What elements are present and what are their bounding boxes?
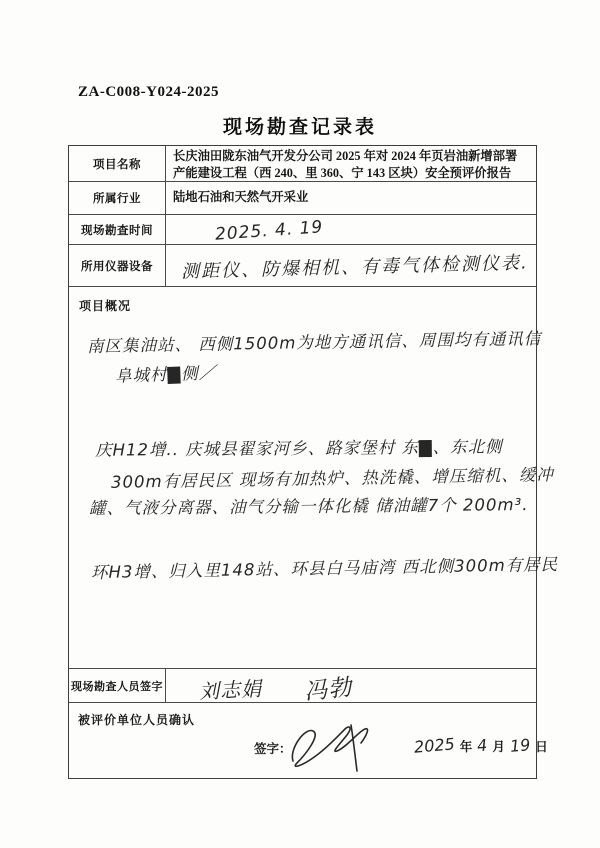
overview-note-line: 阜城村▇侧／	[114, 363, 217, 386]
overview-note-line: 环H3增、归入里148站、环县白马庙湾 西北侧300m有居民	[90, 554, 559, 583]
survey-date-label: 现场勘查时间	[69, 215, 166, 244]
row-instruments	[69, 245, 536, 287]
confirmation-year-handwritten: 2025	[413, 734, 456, 757]
survey-date-handwritten: 2025. 4. 19	[214, 217, 324, 245]
page-title: 现场勘查记录表	[222, 117, 377, 138]
document-number: ZA-C008-Y024-2025	[78, 84, 219, 100]
overview-label: 项目概况	[79, 299, 132, 313]
surveyor-signature: 刘志娟	[198, 676, 263, 704]
sign-here-label: 签字：	[254, 742, 292, 756]
row-unit-confirmation	[69, 703, 548, 780]
year-unit-label: 年	[459, 740, 473, 754]
instruments-cell	[166, 245, 536, 286]
project-name-value: 长庆油田陇东油气开发分公司 2025 年对 2024 年页岩油新增部署产能建设工程（西 240、里 360、宁 143 区块）安全预评价报告	[173, 149, 518, 181]
row-project-name	[69, 146, 536, 182]
surveyor-signatures-label: 现场勘查人员签字	[69, 669, 166, 702]
industry-label: 所属行业	[69, 182, 166, 214]
overview-note-line: 庆H12增.. 庆城县翟家河乡、路家堡村 东▇、东北侧	[94, 437, 503, 460]
row-survey-date	[69, 215, 536, 245]
survey-record-table	[68, 145, 559, 779]
row-industry	[69, 182, 536, 215]
confirmation-date	[414, 736, 548, 755]
signature-scribble-icon	[287, 721, 379, 773]
day-unit-label: 日	[535, 740, 548, 754]
row-project-overview	[69, 287, 559, 669]
surveyor-signatures-cell	[166, 669, 536, 706]
overview-note-line: 罐、气液分离器、油气分输一体化橇 储油罐7个 200m³.	[88, 495, 529, 518]
row-surveyor-signatures	[69, 669, 536, 706]
month-unit-label: 月	[492, 740, 505, 754]
project-name-label: 项目名称	[69, 146, 166, 181]
confirmation-day-handwritten: 19	[509, 735, 532, 756]
instruments-handwritten: 测距仪、防爆相机、有毒气体检测仪表.	[180, 252, 529, 283]
survey-date-cell	[166, 215, 536, 244]
instruments-label: 所用仪器设备	[69, 245, 166, 286]
unit-confirmation-label: 被评价单位人员确认	[78, 713, 196, 727]
overview-note-line: 南区集油站、 西侧1500m为地方通讯信、周围均有通讯信	[86, 329, 542, 356]
surveyor-signature: 冯勃	[303, 674, 354, 706]
confirmation-month-handwritten: 4	[476, 735, 489, 756]
overview-note-line: 300m有居民区 现场有加热炉、热洗橇、增压缩机、缓冲	[110, 465, 554, 492]
industry-value: 陆地石油和天然气开采业	[173, 190, 309, 205]
